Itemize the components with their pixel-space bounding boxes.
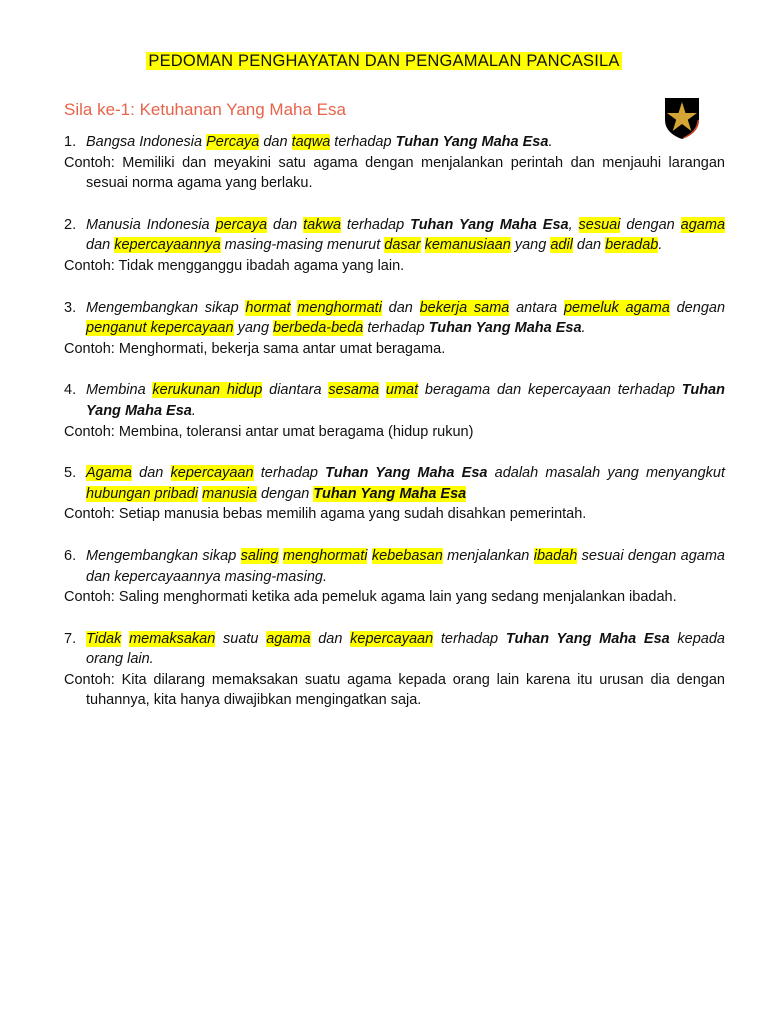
statement-text: Agama dan kepercayaan terhadap Tuhan Yang Maha Esa adalah masalah yang menyangkut hubungan pribadi manusia dengan Tuhan Yang Maha Esa — [86, 465, 725, 502]
item-number: 4. — [64, 382, 77, 399]
highlighted-phrase: percaya — [215, 216, 268, 233]
statement-text: Manusia Indonesia percaya dan takwa terhadap Tuhan Yang Maha Esa, sesuai dengan agama dan kepercayaannya masing-masing menurut dasar kemanusiaan yang adil dan beradab. — [86, 216, 726, 254]
section-subtitle: Sila ke-1: Ketuhanan Yang Maha Esa — [64, 100, 346, 119]
highlighted-phrase: menghormati — [282, 547, 368, 564]
highlighted-phrase: sesama — [328, 382, 380, 399]
highlighted-phrase: menghormati — [297, 299, 382, 316]
highlighted-phrase: ibadah — [533, 547, 578, 564]
highlighted-phrase: memaksakan — [129, 630, 216, 647]
item-number: 6. — [64, 547, 77, 564]
highlighted-phrase: Tuhan Yang Maha Esa — [313, 485, 467, 502]
highlighted-phrase: Agama — [86, 465, 132, 482]
highlighted-phrase: sesuai — [578, 216, 621, 233]
list-item — [64, 132, 725, 194]
example-text: Contoh: Menghormati, bekerja sama antar umat beragama. — [64, 340, 446, 357]
highlighted-phrase: dasar — [384, 237, 421, 254]
highlighted-phrase: kepercayaan — [170, 465, 254, 482]
item-number: 2. — [64, 216, 77, 233]
highlighted-phrase: kepercayaan — [350, 630, 434, 647]
highlighted-phrase: Tidak — [86, 630, 122, 647]
highlighted-phrase: pemeluk agama — [563, 299, 670, 316]
principle-statement — [64, 629, 725, 670]
item-number: 3. — [64, 299, 77, 316]
list-item — [64, 463, 725, 525]
principle-statement — [64, 132, 725, 153]
statement-text: Mengembangkan sikap saling menghormati kebebasan menjalankan ibadah sesuai dengan agama dan kepercayaannya masing-masing. — [86, 547, 725, 585]
highlighted-phrase: kepercayaannya — [114, 237, 221, 254]
example-text: Contoh: Saling menghormati ketika ada pemeluk agama lain yang sedang menjalankan ibadah. — [64, 589, 677, 606]
highlighted-phrase: kerukunan hidup — [152, 382, 263, 399]
highlighted-phrase: saling — [240, 547, 279, 564]
item-number: 1. — [64, 134, 77, 150]
example-text: Contoh: Tidak mengganggu ibadah agama yang lain. — [64, 257, 405, 274]
highlighted-phrase: agama — [680, 216, 726, 233]
list-item — [64, 298, 725, 360]
highlighted-phrase: kemanusiaan — [424, 237, 511, 254]
highlighted-phrase: takwa — [303, 216, 342, 233]
statement-text: Bangsa Indonesia Percaya dan taqwa terhadap Tuhan Yang Maha Esa. — [86, 134, 553, 150]
highlighted-phrase: agama — [266, 630, 311, 647]
statement-text: Tidak memaksakan suatu agama dan kepercayaan terhadap Tuhan Yang Maha Esa kepada orang lain. — [86, 630, 725, 668]
highlighted-phrase: kebebasan — [371, 547, 443, 564]
principle-statement — [64, 463, 725, 504]
bold-phrase: Tuhan Yang Maha Esa — [505, 630, 670, 647]
principle-statement — [64, 298, 725, 339]
principle-list — [64, 132, 725, 732]
highlighted-phrase: beradab — [605, 237, 659, 254]
highlighted-phrase: penganut kepercayaan — [86, 320, 234, 337]
example-text: Contoh: Memiliki dan meyakini satu agama dengan menjalankan perintah dan menjauhi larangan sesuai norma agama yang berlaku. — [64, 154, 725, 192]
highlighted-phrase: hubungan pribadi — [86, 485, 199, 502]
highlighted-phrase: manusia — [202, 485, 257, 502]
list-item — [64, 380, 725, 442]
bold-phrase: Tuhan Yang Maha Esa — [410, 216, 569, 233]
bold-phrase: Tuhan Yang Maha Esa — [325, 465, 488, 482]
bold-phrase: Tuhan Yang Maha Esa — [395, 134, 549, 150]
highlighted-phrase: Percaya — [206, 134, 260, 150]
bold-phrase: Tuhan Yang Maha Esa — [86, 382, 725, 419]
list-item — [64, 546, 725, 608]
statement-text: Membina kerukunan hidup diantara sesama umat beragama dan kepercayaan terhadap Tuhan Yang Maha Esa. — [86, 382, 725, 419]
document-title: PEDOMAN PENGHAYATAN DAN PENGAMALAN PANCASILA — [148, 52, 620, 70]
principle-statement — [64, 215, 725, 256]
highlighted-phrase: taqwa — [291, 134, 331, 150]
principle-statement — [64, 380, 725, 421]
item-number: 7. — [64, 630, 77, 647]
principle-statement — [64, 546, 725, 587]
list-item — [64, 629, 725, 711]
highlighted-phrase: bekerja sama — [419, 299, 510, 316]
bold-phrase: Tuhan Yang Maha Esa — [428, 320, 582, 337]
example-text: Contoh: Kita dilarang memaksakan suatu agama kepada orang lain karena itu urusan dia dengan tuhannya, kita hanya diwajibkan mengingatkan saja. — [64, 671, 725, 709]
item-number: 5. — [64, 465, 77, 482]
list-item — [64, 215, 725, 277]
example-text: Contoh: Membina, toleransi antar umat beragama (hidup rukun) — [64, 423, 474, 440]
highlighted-phrase: adil — [550, 237, 573, 254]
highlighted-phrase: berbeda-beda — [273, 320, 364, 337]
statement-text: Mengembangkan sikap hormat menghormati dan bekerja sama antara pemeluk agama dengan penganut kepercayaan yang berbeda-beda terhadap Tuhan Yang Maha Esa. — [86, 299, 726, 337]
example-text: Contoh: Setiap manusia bebas memilih agama yang sudah disahkan pemerintah. — [64, 506, 587, 523]
highlighted-phrase: umat — [385, 382, 419, 399]
highlighted-phrase: hormat — [245, 299, 291, 316]
